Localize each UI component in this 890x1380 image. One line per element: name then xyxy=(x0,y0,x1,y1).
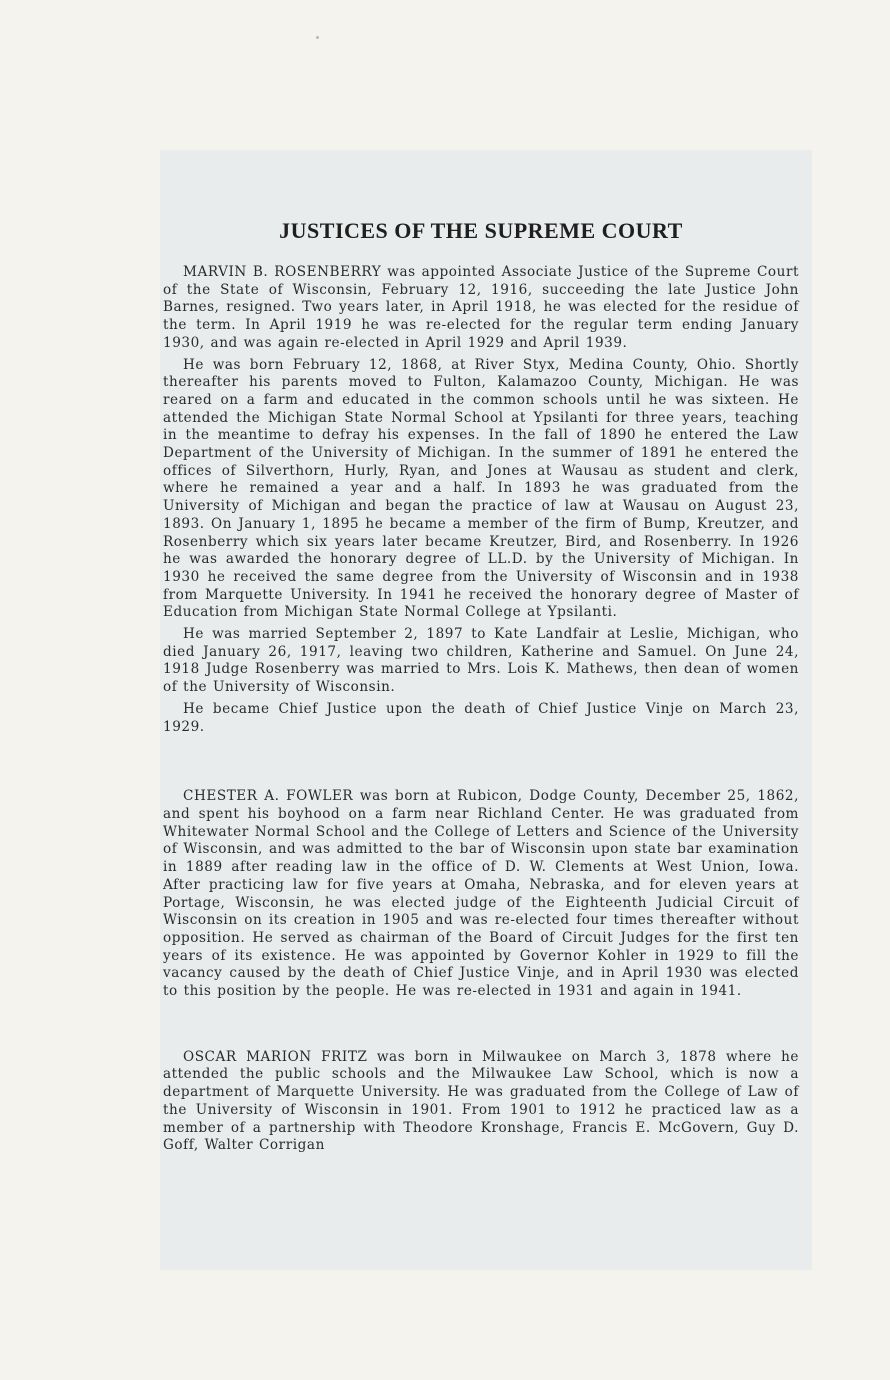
rosenberry-paragraph-3: He was married September 2, 1897 to Kate Landfair at Leslie, Michigan, who died January 26, 1917, leaving two children, Katherine and Samuel. On June 24, 1918 Judge Rosenberry was married to Mrs. Lois K. Mathews, then dean of women of the University of Wisconsin. xyxy=(163,626,799,696)
section-spacer xyxy=(163,1005,799,1049)
rosenberry-paragraph-2: He was born February 12, 1868, at River Styx, Medina County, Ohio. Shortly thereafter his parents moved to Fulton, Kalamazoo County, Michigan. He was reared on a farm and educated in the common schools until he was sixteen. He attended the Michigan State Normal School at Ypsilanti for three years, teaching in the meantime to defray his expenses. In the fall of 1890 he entered the Law Department of the University of Michigan. In the summer of 1891 he entered the offices of Silverthorn, Hurly, Ryan, and Jones at Wausau as student and clerk, where he remained a year and a half. In 1893 he was graduated from the University of Michigan and began the practice of law at Wausau on August 23, 1893. On January 1, 1895 he became a member of the firm of Bump, Kreutzer, and Rosenberry which six years later became Kreutzer, Bird, and Rosenberry. In 1926 he was awarded the honorary degree of LL.D. by the University of Michigan. In 1930 he received the same degree from the University of Wisconsin and in 1938 from Marquette University. In 1941 he received the honorary degree of Master of Education from Michigan State Normal College at Ypsilanti. xyxy=(163,356,799,621)
rosenberry-paragraph-4: He became Chief Justice upon the death of Chief Justice Vinje on March 23, 1929. xyxy=(163,700,799,735)
rosenberry-section xyxy=(163,264,799,736)
section-spacer xyxy=(163,740,799,788)
page-content xyxy=(163,210,799,1159)
rosenberry-paragraph-1: MARVIN B. ROSENBERRY was appointed Associate Justice of the Supreme Court of the State of Wisconsin, February 12, 1916, succeeding the late Justice John Barnes, resigned. Two years later, in April 1918, he was elected for the residue of the term. In April 1919 he was re-elected for the regular term ending January 1930, and was again re-elected in April 1929 and April 1939. xyxy=(163,264,799,351)
page-title: JUSTICES OF THE SUPREME COURT xyxy=(279,218,683,243)
fowler-section xyxy=(163,788,799,1000)
fritz-paragraph-1: OSCAR MARION FRITZ was born in Milwaukee on March 3, 1878 where he attended the public schools and the Milwaukee Law School, which is now a department of Marquette University. He was graduated from the College of Law of the University of Wisconsin in 1901. From 1901 to 1912 he practiced law as a member of a partnership with Theodore Kronshage, Francis E. McGovern, Guy D. Goff, Walter Corrigan xyxy=(163,1048,799,1154)
fritz-section xyxy=(163,1049,799,1155)
page-speck xyxy=(316,36,319,39)
fowler-paragraph-1: CHESTER A. FOWLER was born at Rubicon, Dodge County, December 25, 1862, and spent his boyhood on a farm near Richland Center. He was graduated from Whitewater Normal School and the College of Letters and Science of the University of Wisconsin, and was admitted to the bar of Wisconsin upon state bar examination in 1889 after reading law in the office of D. W. Clements at West Union, Iowa. After practicing law for five years at Omaha, Nebraska, and for eleven years at Portage, Wisconsin, he was elected judge of the Eighteenth Judicial Circuit of Wisconsin on its creation in 1905 and was re-elected four times thereafter without opposition. He served as chairman of the Board of Circuit Judges for the first ten years of its existence. He was appointed by Governor Kohler in 1929 to fill the vacancy caused by the death of Chief Justice Vinje, and in April 1930 was elected to this position by the people. He was re-elected in 1931 and again in 1941. xyxy=(163,788,799,1000)
